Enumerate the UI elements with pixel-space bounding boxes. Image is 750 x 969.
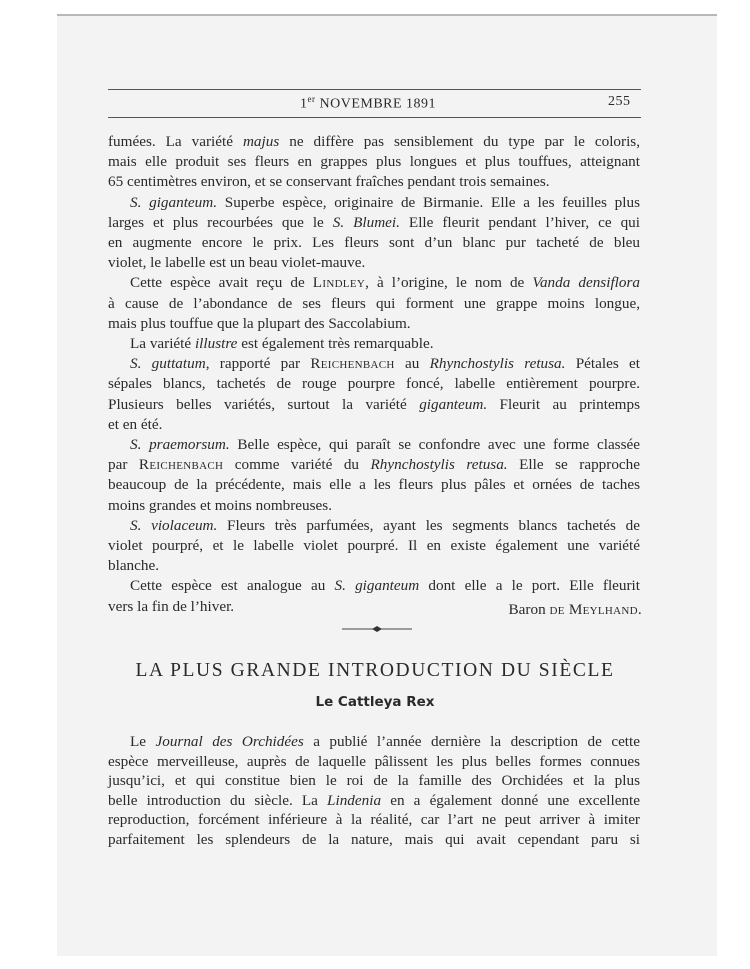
text-segment: parfaitement les splendeurs de la nature, mais qui avait cependant paru si <box>108 831 640 848</box>
date-day: 1 <box>300 96 308 112</box>
text-segment: fumées. La variété <box>108 133 243 150</box>
text-segment: espèce merveilleuse, auprès de laquelle pâlissent les plus belles formes connues <box>108 752 640 770</box>
text-segment: La variété <box>130 335 195 352</box>
text-segment: Cette espèce est analogue au <box>130 577 335 595</box>
text-segment: reproduction, forcément inférieure à la réalité, car l’art ne peut arriver à imiter <box>108 811 640 829</box>
text-segment: jusqu’ici, et qui constitue bien le roi de la famille des Orchidées et la plus <box>108 772 640 790</box>
text-segment: Le <box>130 733 156 750</box>
text-line <box>130 517 640 535</box>
small-caps-name: Reichenbach <box>138 456 224 474</box>
text-segment: Fleurit au printemps <box>487 395 640 413</box>
text-segment: en a également donné une excellente <box>381 791 640 809</box>
text-segment: à cause de l’abondance de ses fleurs qui forment une grappe moins longue, <box>108 294 640 312</box>
text-line <box>130 733 640 751</box>
italic-text: Vanda densiflora <box>532 274 640 292</box>
italic-text: illustre <box>194 335 238 352</box>
italic-text: S. Blumei. <box>332 213 400 231</box>
text-line <box>108 173 640 191</box>
text-segment: mais plus touffue que la plupart des Saccolabium. <box>108 314 411 332</box>
text-segment: violet pourpré, et le labelle violet pourpré. Il en existe également une variété <box>108 537 640 554</box>
text-segment: ne diffère pas sensiblement du type par le coloris, <box>279 133 640 150</box>
text-line <box>108 456 640 474</box>
text-segment: belle introduction du siècle. La <box>108 791 328 809</box>
text-line <box>130 194 640 212</box>
text-line <box>108 476 640 494</box>
text-segment: au <box>394 355 430 373</box>
text-segment: moins grandes et moins nombreuses. <box>108 496 332 514</box>
page-number: 255 <box>608 94 631 109</box>
small-caps-name: Lindley <box>312 274 366 292</box>
text-segment: en augmente encore le prix. Les fleurs sont d’un blanc pur tacheté de bleu <box>108 234 640 251</box>
ornament-divider-icon <box>342 626 412 632</box>
text-line <box>108 295 640 313</box>
text-segment: Fleurs très parfumées, ayant les segments blancs tachetés de <box>217 516 640 534</box>
italic-text: S. giganteum. <box>130 193 218 211</box>
text-line <box>130 577 640 595</box>
text-line <box>130 355 640 373</box>
text-line <box>108 831 640 849</box>
text-segment: dont elle a le port. Elle fleurit <box>419 577 640 595</box>
text-segment: Plusieurs belles variétés, surtout la variété <box>108 395 420 413</box>
text-line <box>108 214 640 232</box>
date-superscript: er <box>307 94 316 104</box>
text-line <box>108 375 640 393</box>
article-subtitle: Le Cattleya Rex <box>315 694 435 710</box>
text-segment: et en été. <box>108 415 163 433</box>
italic-text: S. violaceum. <box>130 516 218 534</box>
text-segment: violet, le labelle est un beau violet-mauve. <box>108 254 366 272</box>
text-segment: a publié l’année dernière la description de cette <box>303 733 640 750</box>
text-line <box>108 416 640 434</box>
italic-text: Rhynchostylis retusa. <box>370 456 508 474</box>
text-segment: Elle se rapproche <box>507 456 640 474</box>
text-segment: Belle espèce, qui paraît se confondre avec une forme classée <box>229 436 640 453</box>
signature <box>509 601 642 619</box>
italic-text: Journal des Orchidées <box>155 733 304 750</box>
text-segment: , rapporté par <box>205 355 311 373</box>
text-segment: beaucoup de la précédente, mais elle a les fleurs plus pâles et ornées de taches <box>108 476 640 494</box>
text-line <box>108 753 640 771</box>
text-segment: vers la fin de l’hiver. <box>108 597 235 615</box>
text-segment: , à l’origine, le nom de <box>365 274 533 292</box>
signature-name: de Meylhand. <box>549 601 642 618</box>
text-line <box>108 153 640 171</box>
text-line <box>108 396 640 414</box>
text-segment: comme variété du <box>223 456 371 474</box>
header-top-rule <box>108 89 641 90</box>
text-line <box>108 537 640 555</box>
italic-text: majus <box>242 133 280 150</box>
text-line <box>130 274 640 292</box>
text-line <box>108 792 640 810</box>
italic-text: Lindenia <box>327 791 382 809</box>
text-line <box>108 557 640 575</box>
text-segment: par <box>108 456 139 474</box>
text-line <box>108 811 640 829</box>
text-line <box>108 497 640 515</box>
text-line <box>108 315 640 333</box>
signature-prefix: Baron <box>508 601 550 618</box>
small-caps-name: Reichenbach <box>310 355 395 373</box>
text-segment: blanche. <box>108 557 160 575</box>
article-title: LA PLUS GRANDE INTRODUCTION DU SIÈCLE <box>135 660 615 681</box>
italic-text: S. guttatum <box>130 355 206 373</box>
text-line <box>130 436 640 454</box>
text-segment: mais elle produit ses fleurs en grappes plus longues et plus touffues, atteignant <box>108 153 640 171</box>
italic-text: S. praemorsum. <box>130 436 230 453</box>
text-line <box>108 772 640 790</box>
text-segment: est également très remarquable. <box>237 335 434 352</box>
italic-text: Rhynchostylis retusa. <box>429 355 566 373</box>
text-segment: Cette espèce avait reçu de <box>130 274 313 292</box>
header-bottom-rule <box>108 117 641 118</box>
text-line <box>130 335 640 353</box>
italic-text: giganteum. <box>419 395 488 413</box>
text-segment: sépales blancs, tachetés de rouge pourpre foncé, labelle entièrement pourpre. <box>108 375 640 393</box>
text-line <box>108 254 640 272</box>
text-segment: 65 centimètres environ, et se conservant fraîches pendant trois semaines. <box>108 173 550 191</box>
date-month-year: NOVEMBRE 1891 <box>315 96 437 112</box>
italic-text: S. giganteum <box>334 577 420 595</box>
text-line <box>108 133 640 151</box>
header-date <box>300 94 436 113</box>
text-segment: Pétales et <box>565 355 640 373</box>
text-segment: larges et plus recourbées que le <box>108 213 333 231</box>
text-segment: Superbe espèce, originaire de Birmanie. Elle a les feuilles plus <box>217 193 640 211</box>
text-segment: Elle fleurit pendant l’hiver, ce qui <box>399 213 640 231</box>
text-line <box>108 234 640 252</box>
